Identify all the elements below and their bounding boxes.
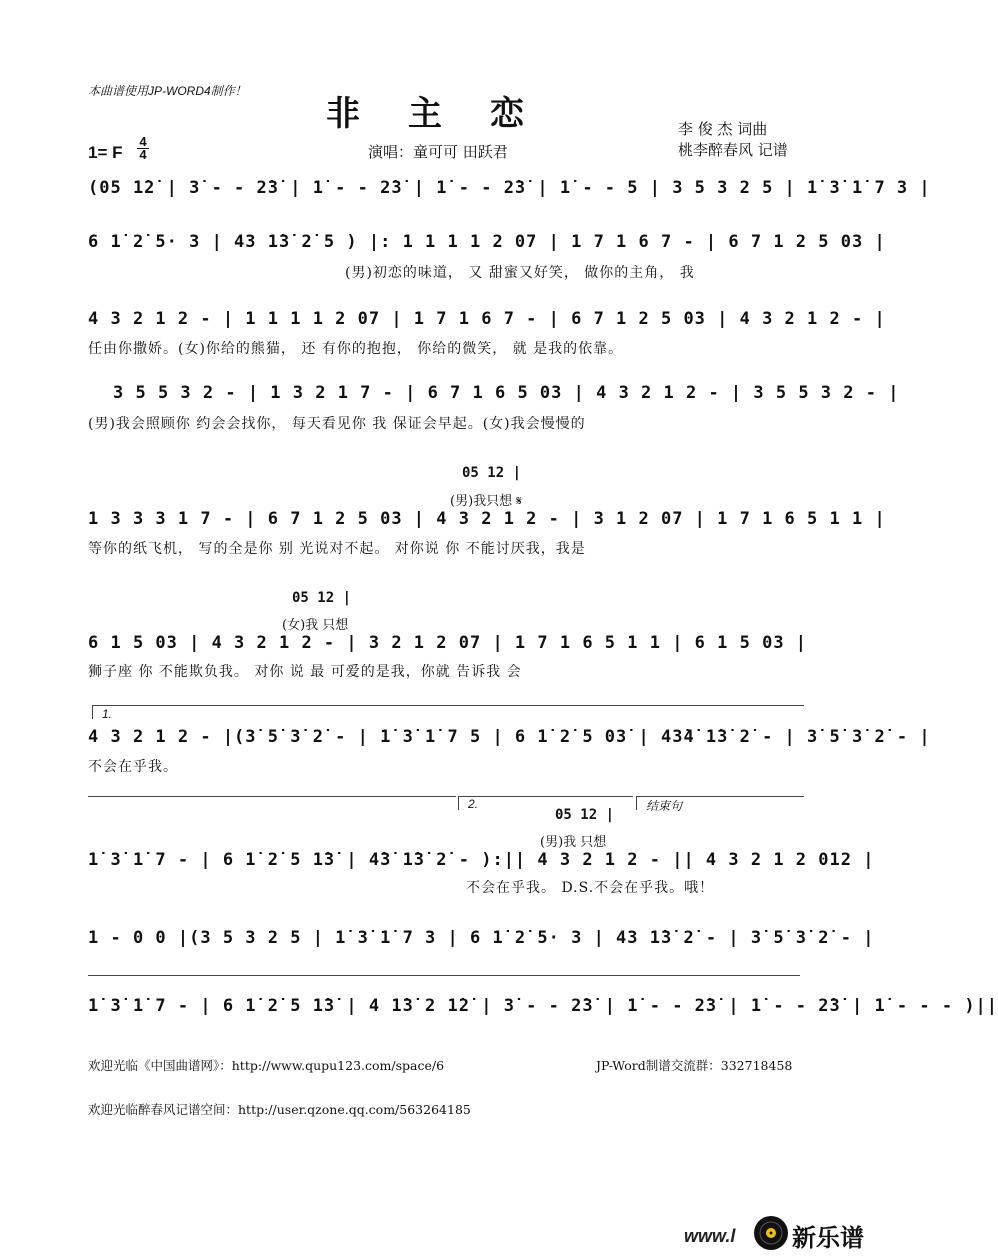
footer-group: JP-Word制谱交流群：332718458 bbox=[596, 1058, 793, 1073]
footer-link-1[interactable]: 欢迎光临《中国曲谱网》：http://www.qupu123.com/space/6 bbox=[88, 1058, 445, 1073]
page-title: 非主恋 bbox=[326, 94, 572, 134]
key-signature: 1= F bbox=[88, 143, 123, 162]
volta-end-line bbox=[88, 796, 456, 797]
ending-label: 结束句 bbox=[646, 799, 683, 813]
lyrics-row-4: (男)我会照顾你 约会会找你， 每天看见你 我 保证会早起。(女)我会慢慢的 bbox=[88, 416, 586, 432]
score-row-8: 1̇ 3̇ 1̇ 7 - | 6 1̇ 2̇ 5 1̇3̇ | 4̇3̇ 1̇3̇ 2̇ - ):|| 4 3 2 1 2 - || 4 3 2 1 2 012 | bbox=[88, 850, 875, 870]
time-signature bbox=[137, 136, 149, 161]
watermark-url: www.l bbox=[684, 1226, 736, 1246]
score-row-6: 6 1 5 03 | 4 3 2 1 2 - | 3 2 1 2 07 | 1 7 1 6 5 1 1 | 6 1 5 03 | bbox=[88, 633, 808, 653]
pickup-lyrics-3: (男)我 只想 bbox=[540, 835, 607, 850]
lyrics-row-5: 等你的纸飞机， 写的全是你 别 光说对不起。 对你说 你 不能讨厌我，我是 bbox=[88, 541, 586, 557]
lyrics-row-7: 不会在乎我。 bbox=[88, 759, 178, 775]
pickup-notes-1: 05 12 | bbox=[462, 465, 522, 481]
lyrics-row-2: (男)初恋的味道， 又 甜蜜又好笑， 做你的主角， 我 bbox=[345, 265, 695, 281]
score-row-7: 4 3 2 1 2 - |(3̇ 5̇ 3̇ 2̇ - | 1̇ 3̇ 1̇ 7 5 | 6 1̇ 2̇ 5 03̇ | 43̇4̇ 1̇3̇ 2̇ - | 3̇ 5̇ 3̇ 2̇ - | bbox=[88, 727, 931, 747]
score-row-9: 1 - 0 0 |(3 5 3 2 5 | 1̇ 3̇ 1̇ 7 3 | 6 1̇ 2̇ 5· 3 | 43 1̇3̇ 2̇ - | 3̇ 5̇ 3̇ 2̇ - | bbox=[88, 928, 875, 948]
footer-link-2[interactable]: 欢迎光临醉春风记谱空间：http://user.qzone.qq.com/563264185 bbox=[88, 1102, 471, 1117]
pickup-lyrics-2: (女)我 只想 bbox=[282, 618, 349, 633]
record-logo-icon bbox=[753, 1215, 789, 1251]
volta-2-label: 2. bbox=[468, 797, 479, 811]
time-sig-bottom: 4 bbox=[137, 148, 149, 161]
volta-1-bracket bbox=[92, 705, 93, 719]
lyrics-row-6: 狮子座 你 不能欺负我。 对你 说 最 可爱的是我，你就 告诉我 会 bbox=[88, 664, 522, 680]
time-sig-top: 4 bbox=[139, 134, 147, 149]
lyrics-row-3: 任由你撒娇。(女)你给的熊猫， 还 有你的抱抱， 你给的微笑， 就 是我的依靠。 bbox=[88, 341, 624, 357]
score-row-2: 6 1̇ 2̇ 5· 3 | 43 1̇3̇ 2̇ 5 ) |: 1 1 1 1 2 07 | 1 7 1 6 7 - | 6 7 1 2 5 03 | bbox=[88, 232, 886, 252]
score-row-1: (05 1̇2̇ | 3̇ - - 2̇3̇ | 1̇ - - 2̇3̇ | 1̇ - - 2̇3̇ | 1̇ - - 5 | 3 5 3 2 5 | 1̇ 3̇ 1̇ 7 3 | bbox=[88, 178, 931, 198]
score-row-3: 4 3 2 1 2 - | 1 1 1 1 2 07 | 1 7 1 6 7 - | 6 7 1 2 5 03 | 4 3 2 1 2 - | bbox=[88, 309, 886, 329]
lyrics-row-8: 不会在乎我。 D.S.不会在乎我。哦！ bbox=[466, 880, 715, 896]
score-row-10: 1̇ 3̇ 1̇ 7 - | 6 1̇ 2̇ 5 1̇3̇ | 4 1̇3̇ 2 1̇2̇ | 3̇ - - 2̇3̇ | 1̇ - - 2̇3̇ | 1̇ - - 2̇3̇ | 1̇ - - - )|| bbox=[88, 996, 998, 1016]
singers-credit: 演唱：童可可 田跃君 bbox=[368, 143, 508, 161]
volta-2-bracket bbox=[458, 796, 459, 810]
score-row-5: 1 3 3 3 1 7 - | 6 7 1 2 5 03 | 4 3 2 1 2 - | 3 1 2 07 | 1 7 1 6 5 1 1 | bbox=[88, 509, 886, 529]
pickup-notes-3: 05 12 | bbox=[555, 807, 615, 823]
pickup-notes-2: 05 12 | bbox=[292, 590, 352, 606]
made-with-note: 本曲谱使用JP-WORD4制作！ bbox=[88, 84, 247, 98]
ending-tie-line bbox=[88, 975, 800, 976]
ending-bracket bbox=[636, 796, 637, 810]
score-row-4: 3 5 5 3 2 - | 1 3 2 1 7 - | 6 7 1 6 5 03 | 4 3 2 1 2 - | 3 5 5 3 2 - | bbox=[113, 383, 900, 403]
volta-2-line bbox=[458, 796, 633, 797]
transcriber-credit: 桃李醉春风 记谱 bbox=[678, 141, 788, 159]
watermark-brand: 新乐谱 bbox=[792, 1224, 864, 1252]
composer-credit: 李 俊 杰 词曲 bbox=[678, 120, 768, 138]
pickup-lyrics-1: (男)我只想 𝄋 bbox=[450, 494, 522, 509]
volta-1-line bbox=[92, 705, 804, 706]
volta-1-label: 1. bbox=[102, 707, 113, 721]
